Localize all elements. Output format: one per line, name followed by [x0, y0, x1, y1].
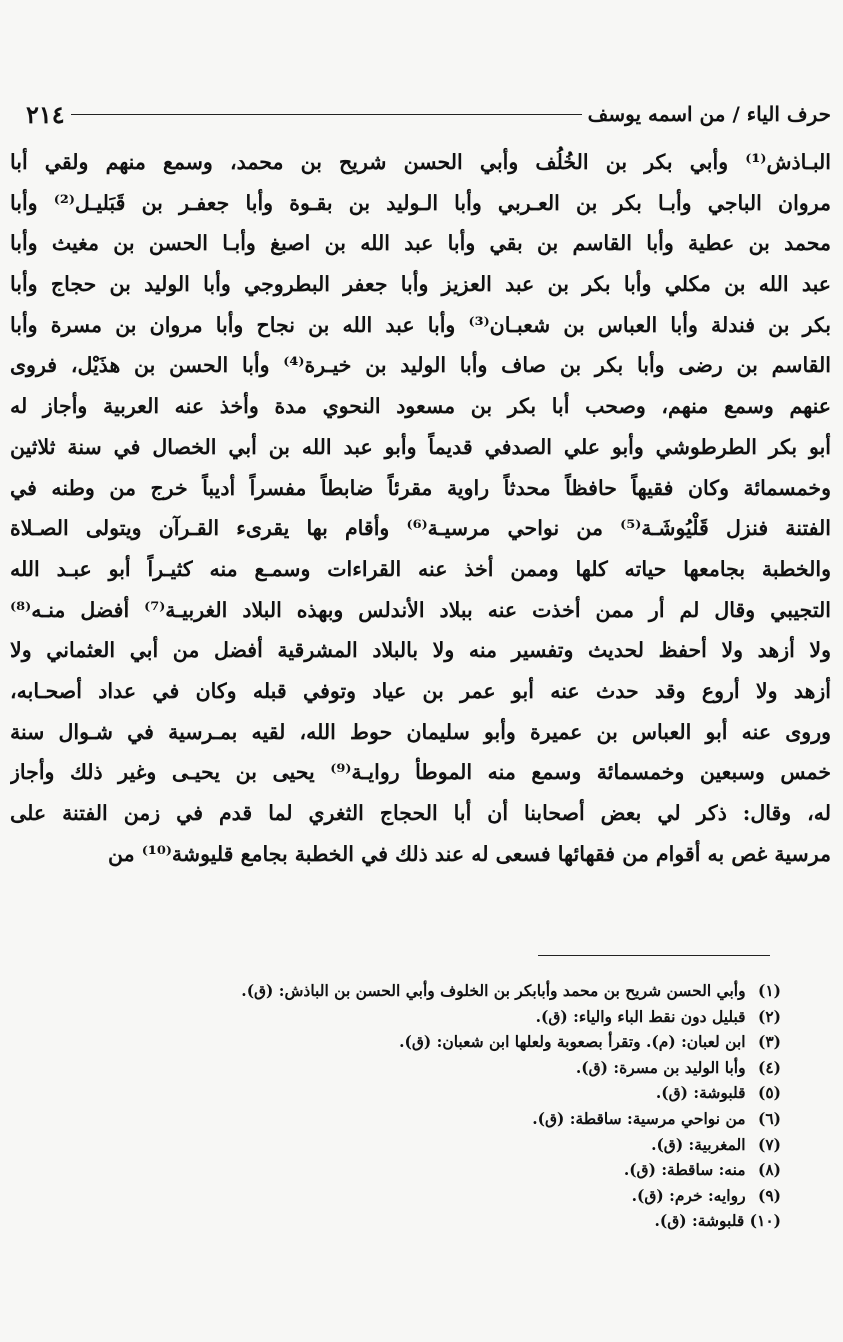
footnote: [30, 1157, 781, 1183]
footnote-text: ابن لعبان: (م). وتقرأ بصعوبة ولعلها ابن شعبان: (ق).: [399, 1032, 746, 1052]
text-line: مروان الباجي وأبـا بكر بن العـربي وأبا الـوليد بن بقـوة وأبا جعفـر بن قَبَليـل⁽²⁾ وأبا: [10, 190, 831, 215]
text-line: عبد الله بن مكلي وأبا بكر بن عبد العزيز وأبا جعفر البطروجي وأبا الوليد بن حجاج وأبا: [10, 272, 831, 297]
footnote: [30, 1004, 781, 1030]
footnote-number: (٦): [757, 1108, 781, 1128]
footnote-text: من نواحي مرسية: ساقطة: (ق).: [532, 1108, 746, 1128]
footnote-number: (٨): [757, 1160, 781, 1180]
footnote: [30, 1208, 781, 1234]
text-line: أزهد ولا أروع وقد حدث عنه أبو عمر بن عياد وتوفي قبله وكان في عداد أصحـابه،: [10, 678, 831, 703]
footnote-number: (١): [757, 981, 781, 1000]
footnote-number: (٧): [757, 1134, 781, 1154]
text-line: عنهم وسمع منهم، وصحب أبا بكر بن مسعود النحوي مدة وأخذ عنه العربية وأجاز له: [10, 394, 831, 419]
text-line: القاسم بن رضى وأبا بكر بن صاف وأبا الوليد بن خيـرة⁽⁴⁾ وأبا الحسن بن هذَيْل، فروى: [10, 353, 831, 378]
text-line: محمد بن عطية وأبا القاسم بن بقي وأبا عبد الله بن اصبغ وأبـا الحسن بن مغيث وأبا: [10, 231, 831, 256]
footnote-number: (٤): [757, 1057, 781, 1077]
text-line: التجيبي وقال لم أر ممن أخذت عنه ببلاد الأندلس وبهذه البلاد الغربيـة⁽⁷⁾ أفضل منـه⁽⁸⁾: [10, 597, 831, 622]
page-header: [10, 96, 831, 132]
main-text: [10, 142, 831, 874]
text-line: بكر بن فندلة وأبا العباس بن شعبـان⁽³⁾ وأبا عبد الله بن نجاح وأبا مروان بن مسرة وأبا: [10, 312, 831, 337]
footnote: [30, 1132, 781, 1158]
footnote-text: قلبوشة: (ق).: [654, 1211, 745, 1231]
text-line: خمس وسبعين وخمسمائة وسمع منه الموطأ روايـة⁽⁹⁾ يحيى بن يحيـى وغير ذلك وأجاز: [10, 760, 831, 785]
footnote-number: (٥): [757, 1083, 781, 1103]
footnote-text: وأبا الوليد بن مسرة: (ق).: [575, 1057, 746, 1077]
footnotes: [30, 978, 781, 1234]
footnote-number: (٩): [757, 1185, 781, 1205]
text-line: ولا أزهد ولا أحفظ لحديث وتفسير منه ولا بالبلاد المشرقية أفضل من أبي العثماني ولا: [10, 638, 831, 663]
footnote-rule: [538, 955, 770, 956]
footnote-text: روايه: خرم: (ق).: [631, 1185, 746, 1205]
header-rule: [71, 114, 582, 115]
footnote: [30, 1106, 781, 1132]
footnote-text: وأبي الحسن شريح بن محمد وأبابكر بن الخلوف وأبي الحسن بن الباذش: (ق).: [241, 981, 746, 1000]
footnote-text: قبليل دون نقط الباء والياء: (ق).: [535, 1006, 746, 1026]
footnote: [30, 1080, 781, 1106]
text-line: والخطبة بجامعها حياته كلها وممن أخذ عنه القراءات وسمـع منه كثيـراً أبو عبـد الله: [10, 556, 831, 581]
footnote: [30, 1183, 781, 1209]
text-line: له، وقال: ذكر لي بعض أصحابنا أن أبا الحجاج الثغري لما قدم في زمن الفتنة على: [10, 801, 831, 825]
footnote: [30, 978, 781, 1004]
footnote-number: (٢): [757, 1006, 781, 1026]
page-number: ٢١٤: [26, 99, 65, 129]
footnote-text: قلبوشة: (ق).: [655, 1083, 746, 1103]
footnote-number: (٣): [757, 1032, 781, 1052]
text-line: وروى عنه أبو العباس بن عميرة وأبو سليمان حوط الله، لقيه بمـرسية في شـوال سنة: [10, 719, 831, 744]
text-line: أبو بكر الطرطوشي وأبو علي الصدفي قديماً وأبو عبد الله بن أبي الخصال في سنة ثلاثين: [10, 434, 831, 459]
footnote-text: المغربية: (ق).: [651, 1134, 746, 1154]
footnote-text: منه: ساقطة: (ق).: [623, 1160, 746, 1180]
text-line: البـاذش⁽¹⁾ وأبي بكر بن الخُلُف وأبي الحسن شريح بن محمد، وسمع منهم ولقي أبا: [10, 150, 831, 174]
footnote-number: (١٠): [749, 1211, 781, 1231]
footnote: [30, 1055, 781, 1081]
footnote: [30, 1029, 781, 1055]
running-title: حرف الياء / من اسمه يوسف: [587, 102, 831, 126]
text-line: وخمسمائة وكان فقيهاً حافظاً محدثاً راوية مقرئاً ضابطاً مفسراً أديباً خرج من وطنه في: [10, 475, 831, 500]
text-line: مرسية غص به أقوام من فقهائها فسعى له عند ذلك في الخطبة بجامع قليوشة⁽¹⁰⁾ من: [108, 841, 831, 866]
text-line: الفتنة فنزل قَلْيُوشَـة⁽⁵⁾ من نواحي مرسيـة⁽⁶⁾ وأقام بها يقرىء القـرآن ويتولى الصـلاة: [10, 516, 831, 541]
